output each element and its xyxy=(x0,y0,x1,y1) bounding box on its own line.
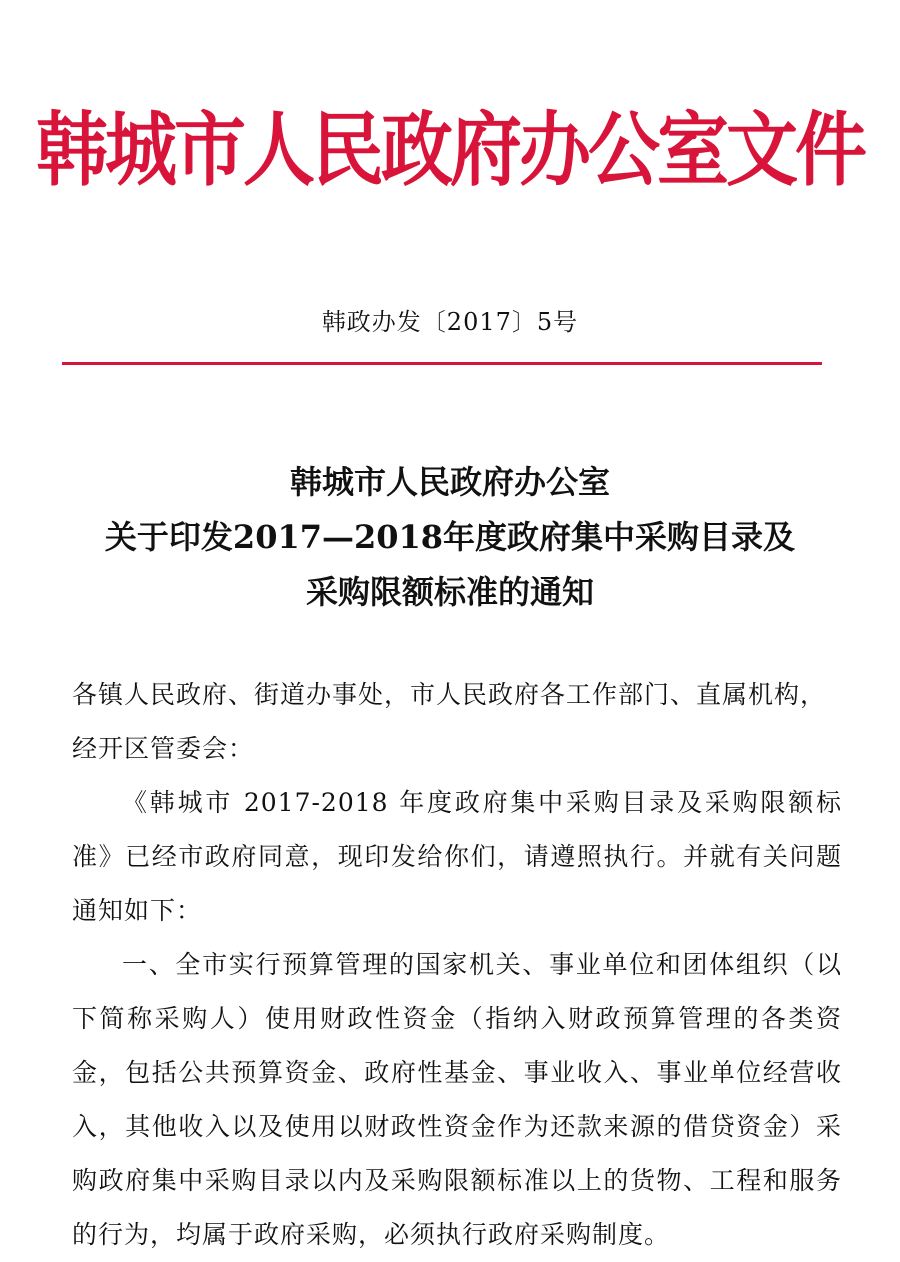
document-number: 韩政办发〔2017〕5号 xyxy=(321,308,579,336)
title-line-2: 关于印发2017—2018年度政府集中采购目录及 xyxy=(104,518,796,556)
document-title xyxy=(0,455,900,620)
title-line-3: 采购限额标准的通知 xyxy=(305,573,594,611)
paragraph-intro: 《韩城市 2017-2018 年度政府集中采购目录及采购限额标准》已经市政府同意，现印发给你们，请遵照执行。并就有关问题通知如下： xyxy=(72,788,842,925)
red-divider xyxy=(62,362,822,365)
document-masthead: 韩城市人民政府办公室文件 xyxy=(35,102,864,198)
paragraph-item-1: 一、全市实行预算管理的国家机关、事业单位和团体组织（以下简称采购人）使用财政性资金（指纳入财政预算管理的各类资金，包括公共预算资金、政府性基金、事业收入、事业单位经营收入，其他收入以及使用以财政性资金作为还款来源的借贷资金）采购政府集中采购目录以内及采购限额标准以上的货物、工程和服务的行为，均属于政府采购，必须执行政府采购制度。 xyxy=(72,950,842,1249)
document-body xyxy=(72,668,842,1262)
title-line-1: 韩城市人民政府办公室 xyxy=(289,463,610,501)
salutation: 各镇人民政府、街道办事处，市人民政府各工作部门、直属机构，经开区管委会： xyxy=(72,680,827,763)
